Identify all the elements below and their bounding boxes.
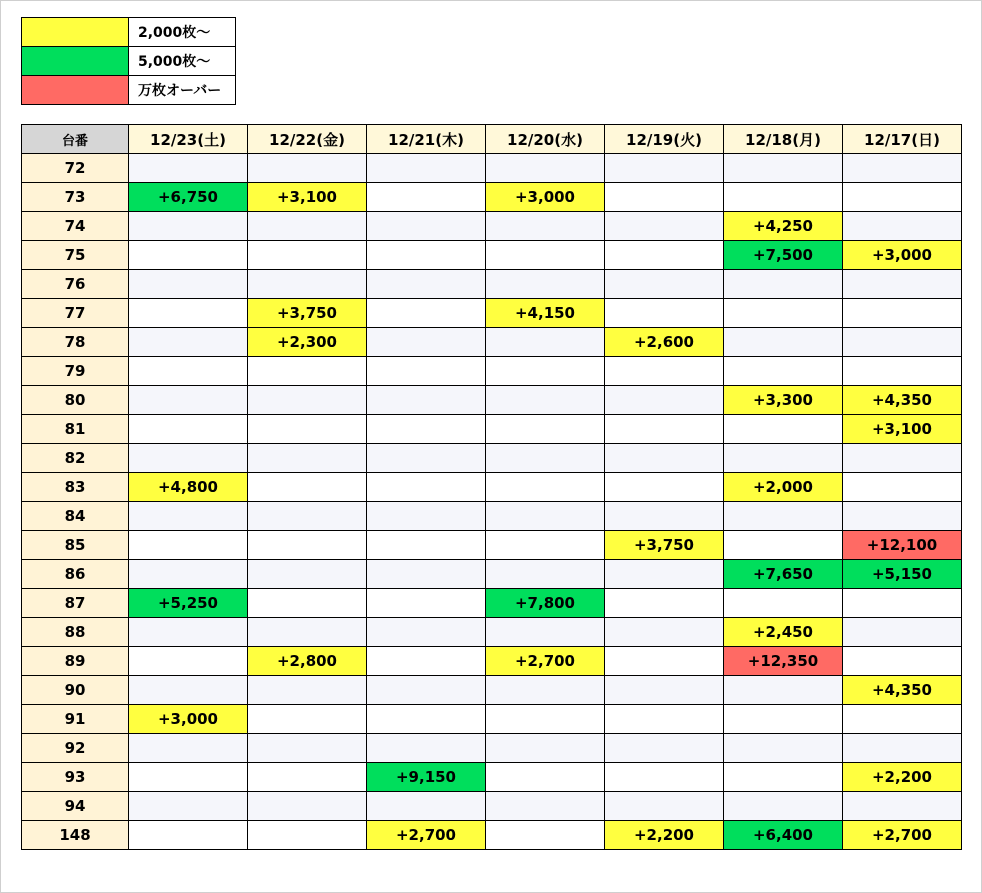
result-cell: [367, 328, 486, 357]
table-row: [22, 763, 962, 792]
result-cell: [724, 792, 843, 821]
table-row: [22, 154, 962, 183]
table-row: [22, 212, 962, 241]
result-cell: [367, 531, 486, 560]
result-cell: [605, 386, 724, 415]
result-cell: [843, 299, 962, 328]
table-row: [22, 299, 962, 328]
result-cell: [367, 154, 486, 183]
result-cell: [367, 241, 486, 270]
result-cell: [129, 792, 248, 821]
result-cell: [843, 270, 962, 299]
result-cell: [367, 444, 486, 473]
result-cell: +12,350: [724, 647, 843, 676]
result-cell: [248, 444, 367, 473]
result-cell: [724, 589, 843, 618]
result-cell: [129, 270, 248, 299]
result-cell: [248, 212, 367, 241]
result-cell: [843, 444, 962, 473]
result-cell: +7,650: [724, 560, 843, 589]
machine-number: 72: [22, 154, 129, 183]
result-cell: [486, 241, 605, 270]
result-cell: +6,400: [724, 821, 843, 850]
result-cell: [486, 386, 605, 415]
result-cell: +3,300: [724, 386, 843, 415]
result-cell: +3,100: [843, 415, 962, 444]
table-row: [22, 647, 962, 676]
result-cell: [248, 357, 367, 386]
result-cell: [129, 357, 248, 386]
result-cell: +3,000: [129, 705, 248, 734]
legend-item: [22, 18, 236, 47]
result-cell: [248, 415, 367, 444]
result-cell: [129, 444, 248, 473]
result-cell: +7,500: [724, 241, 843, 270]
result-cell: +5,250: [129, 589, 248, 618]
result-cell: [367, 560, 486, 589]
table-row: [22, 357, 962, 386]
machine-number: 79: [22, 357, 129, 386]
result-cell: [486, 328, 605, 357]
result-cell: [129, 531, 248, 560]
result-cell: [367, 676, 486, 705]
machine-number: 76: [22, 270, 129, 299]
result-cell: +2,200: [843, 763, 962, 792]
result-cell: [367, 357, 486, 386]
legend-swatch: [22, 47, 129, 76]
machine-number: 88: [22, 618, 129, 647]
machine-number: 89: [22, 647, 129, 676]
result-cell: [724, 299, 843, 328]
result-cell: [248, 531, 367, 560]
result-cell: [486, 676, 605, 705]
legend-swatch: [22, 18, 129, 47]
result-cell: [367, 705, 486, 734]
result-cell: [367, 473, 486, 502]
result-cell: [248, 705, 367, 734]
table-row: [22, 444, 962, 473]
result-cell: [605, 647, 724, 676]
result-cell: [724, 502, 843, 531]
result-cell: [248, 560, 367, 589]
table-row: [22, 676, 962, 705]
table-row: [22, 183, 962, 212]
legend-item: [22, 47, 236, 76]
result-cell: [129, 502, 248, 531]
result-cell: +6,750: [129, 183, 248, 212]
result-cell: [129, 154, 248, 183]
result-cell: [367, 618, 486, 647]
table-row: [22, 560, 962, 589]
machine-number: 93: [22, 763, 129, 792]
date-column-header: 12/19(火): [605, 125, 724, 154]
result-cell: +4,350: [843, 676, 962, 705]
result-cell: +2,450: [724, 618, 843, 647]
result-cell: [486, 792, 605, 821]
result-cell: [248, 821, 367, 850]
result-cell: [843, 473, 962, 502]
machine-number-header: 台番: [22, 125, 129, 154]
result-cell: [843, 212, 962, 241]
result-cell: +9,150: [367, 763, 486, 792]
result-cell: [843, 154, 962, 183]
machine-number: 82: [22, 444, 129, 473]
table-row: [22, 241, 962, 270]
result-cell: [486, 270, 605, 299]
result-cell: [248, 241, 367, 270]
result-cell: [129, 241, 248, 270]
result-cell: [248, 676, 367, 705]
result-cell: [605, 734, 724, 763]
result-cell: [367, 589, 486, 618]
result-cell: [605, 560, 724, 589]
table-row: [22, 821, 962, 850]
result-cell: [486, 763, 605, 792]
result-cell: [248, 386, 367, 415]
machine-number: 86: [22, 560, 129, 589]
result-cell: [605, 792, 724, 821]
result-cell: [843, 647, 962, 676]
table-row: [22, 589, 962, 618]
table-row: [22, 705, 962, 734]
result-cell: [605, 444, 724, 473]
table-row: [22, 270, 962, 299]
result-cell: +3,750: [248, 299, 367, 328]
result-cell: +2,700: [843, 821, 962, 850]
result-cell: [367, 647, 486, 676]
machine-number: 75: [22, 241, 129, 270]
result-cell: [486, 618, 605, 647]
result-cell: [605, 357, 724, 386]
table-row: [22, 531, 962, 560]
result-cell: [605, 473, 724, 502]
result-cell: [367, 734, 486, 763]
result-cell: [486, 705, 605, 734]
result-cell: [486, 415, 605, 444]
result-cell: [367, 386, 486, 415]
result-cell: [367, 415, 486, 444]
legend-swatch: [22, 76, 129, 105]
result-cell: +2,000: [724, 473, 843, 502]
table-row: [22, 792, 962, 821]
result-cell: [486, 734, 605, 763]
result-cell: [486, 444, 605, 473]
result-cell: [724, 763, 843, 792]
machine-number: 81: [22, 415, 129, 444]
machine-number: 80: [22, 386, 129, 415]
result-cell: [129, 212, 248, 241]
result-cell: [724, 676, 843, 705]
machine-number: 92: [22, 734, 129, 763]
result-cell: [486, 154, 605, 183]
machine-number: 74: [22, 212, 129, 241]
result-cell: [724, 734, 843, 763]
table-row: [22, 502, 962, 531]
result-cell: [843, 357, 962, 386]
result-cell: [724, 183, 843, 212]
legend-label: 2,000枚〜: [129, 18, 236, 47]
result-cell: [367, 212, 486, 241]
result-cell: [605, 299, 724, 328]
result-cell: [129, 299, 248, 328]
result-cell: [367, 792, 486, 821]
result-cell: [605, 763, 724, 792]
result-cell: [486, 502, 605, 531]
result-cell: [129, 328, 248, 357]
result-cell: [248, 154, 367, 183]
result-cell: [843, 328, 962, 357]
result-cell: [486, 212, 605, 241]
date-column-header: 12/20(水): [486, 125, 605, 154]
result-cell: [605, 705, 724, 734]
result-cell: +2,800: [248, 647, 367, 676]
result-cell: [724, 154, 843, 183]
machine-number: 148: [22, 821, 129, 850]
result-cell: [129, 386, 248, 415]
result-cell: [605, 502, 724, 531]
result-cell: [724, 328, 843, 357]
machine-number: 85: [22, 531, 129, 560]
machine-number: 87: [22, 589, 129, 618]
result-cell: +5,150: [843, 560, 962, 589]
result-cell: [248, 589, 367, 618]
result-cell: [724, 357, 843, 386]
result-cell: [248, 792, 367, 821]
result-cell: [843, 502, 962, 531]
result-cell: [248, 763, 367, 792]
result-cell: [605, 270, 724, 299]
result-cell: [605, 154, 724, 183]
machine-number: 77: [22, 299, 129, 328]
result-cell: +4,150: [486, 299, 605, 328]
machine-number: 73: [22, 183, 129, 212]
machine-number: 94: [22, 792, 129, 821]
result-cell: [129, 618, 248, 647]
result-cell: [605, 183, 724, 212]
result-cell: +2,200: [605, 821, 724, 850]
date-column-header: 12/23(土): [129, 125, 248, 154]
result-cell: +2,700: [367, 821, 486, 850]
legend: [21, 17, 236, 105]
result-cell: [248, 270, 367, 299]
table-row: [22, 734, 962, 763]
table-row: [22, 618, 962, 647]
result-cell: [724, 531, 843, 560]
legend-item: [22, 76, 236, 105]
table-row: [22, 415, 962, 444]
result-cell: [248, 734, 367, 763]
result-cell: [486, 821, 605, 850]
result-cell: [129, 676, 248, 705]
result-cell: +4,350: [843, 386, 962, 415]
result-cell: +2,300: [248, 328, 367, 357]
result-cell: [843, 589, 962, 618]
table-row: [22, 386, 962, 415]
result-cell: [605, 589, 724, 618]
machine-number: 91: [22, 705, 129, 734]
machine-number: 90: [22, 676, 129, 705]
machine-number: 83: [22, 473, 129, 502]
result-cell: +3,000: [486, 183, 605, 212]
result-cell: [367, 502, 486, 531]
machine-number: 78: [22, 328, 129, 357]
result-cell: [486, 560, 605, 589]
result-cell: [367, 299, 486, 328]
result-cell: +12,100: [843, 531, 962, 560]
table-row: [22, 328, 962, 357]
result-cell: [605, 676, 724, 705]
result-cell: [605, 415, 724, 444]
result-cell: [129, 734, 248, 763]
table-row: [22, 473, 962, 502]
result-cell: [486, 531, 605, 560]
result-cell: [843, 792, 962, 821]
result-cell: +4,800: [129, 473, 248, 502]
date-column-header: 12/17(日): [843, 125, 962, 154]
result-cell: +3,000: [843, 241, 962, 270]
result-cell: [129, 763, 248, 792]
result-cell: [129, 647, 248, 676]
result-cell: [843, 183, 962, 212]
result-cell: [129, 560, 248, 589]
result-cell: [486, 473, 605, 502]
result-cell: [486, 357, 605, 386]
result-cell: [367, 270, 486, 299]
result-cell: +2,700: [486, 647, 605, 676]
date-column-header: 12/21(木): [367, 125, 486, 154]
result-cell: [605, 618, 724, 647]
result-cell: [605, 241, 724, 270]
result-cell: +7,800: [486, 589, 605, 618]
result-cell: [248, 618, 367, 647]
legend-label: 5,000枚〜: [129, 47, 236, 76]
result-cell: [248, 502, 367, 531]
result-cell: [724, 444, 843, 473]
result-cell: +4,250: [724, 212, 843, 241]
result-cell: +3,750: [605, 531, 724, 560]
legend-label: 万枚オーバー: [129, 76, 236, 105]
result-cell: [248, 473, 367, 502]
results-table: [21, 124, 962, 850]
machine-number: 84: [22, 502, 129, 531]
result-cell: [724, 270, 843, 299]
result-cell: [129, 821, 248, 850]
result-cell: +2,600: [605, 328, 724, 357]
result-cell: [843, 705, 962, 734]
result-cell: [724, 415, 843, 444]
result-cell: [843, 618, 962, 647]
result-cell: [843, 734, 962, 763]
result-cell: [129, 415, 248, 444]
result-cell: [724, 705, 843, 734]
date-column-header: 12/18(月): [724, 125, 843, 154]
date-column-header: 12/22(金): [248, 125, 367, 154]
result-cell: [367, 183, 486, 212]
header-row: [22, 125, 962, 154]
result-cell: +3,100: [248, 183, 367, 212]
result-cell: [605, 212, 724, 241]
